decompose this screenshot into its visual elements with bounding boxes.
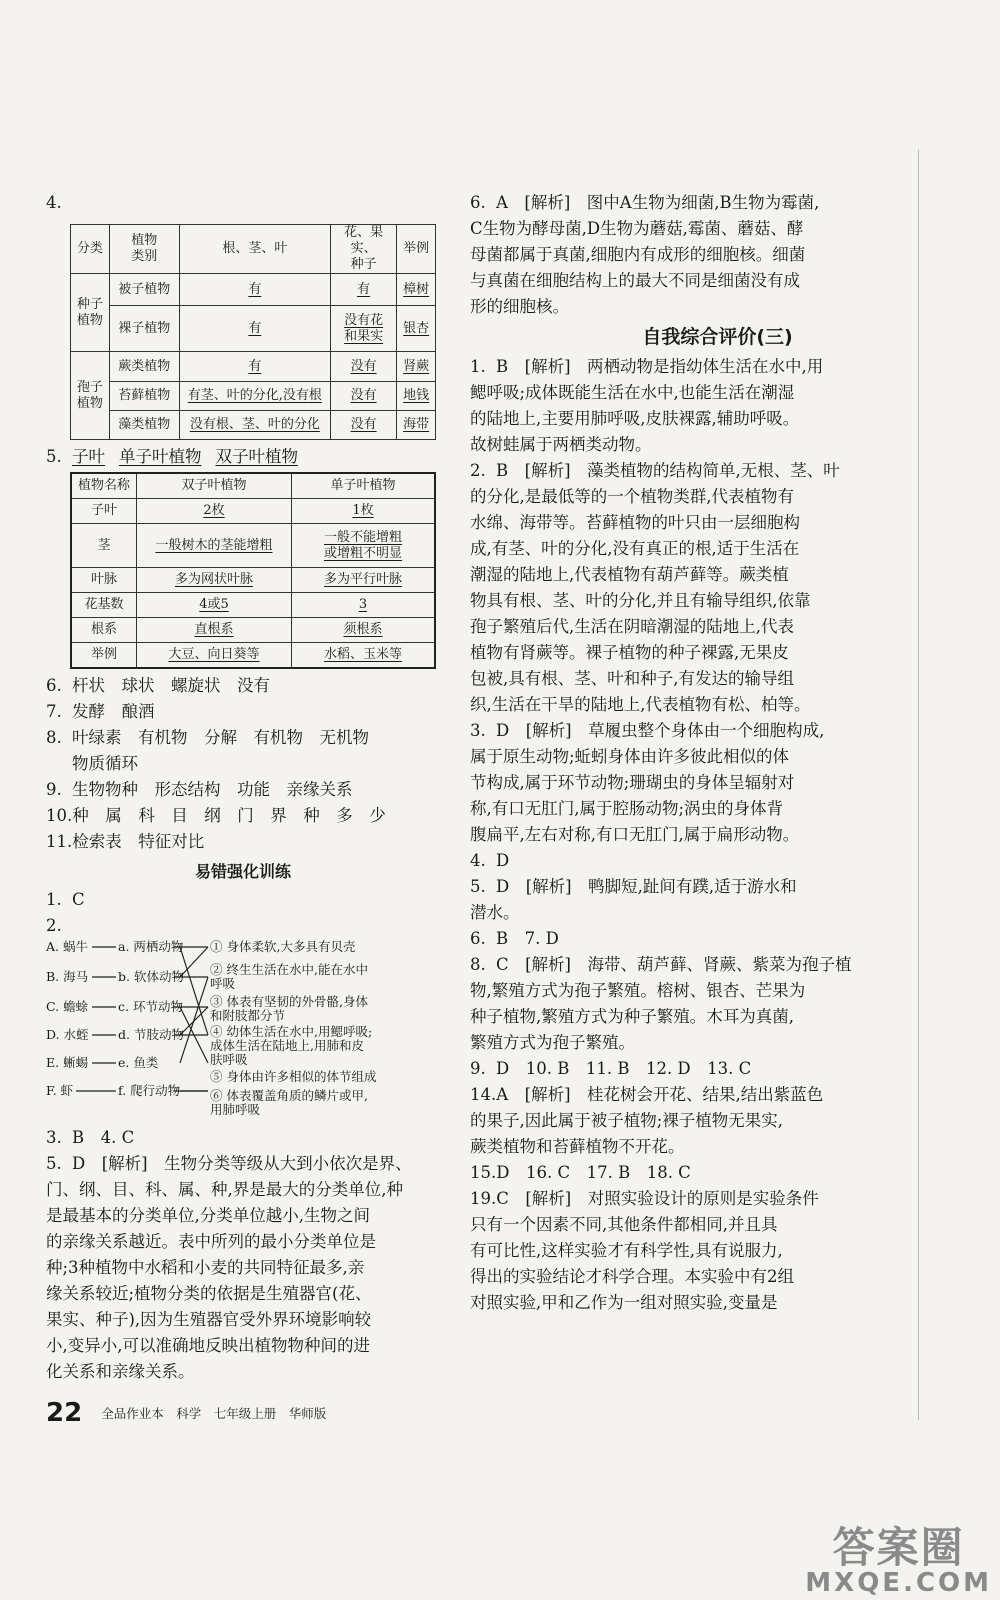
t1-header: 根、茎、叶 bbox=[179, 225, 330, 274]
r-q6 bbox=[470, 190, 965, 320]
feature-label: ② 终生生活在水中,能在水中 呼吸 bbox=[210, 962, 368, 991]
answer-line bbox=[46, 673, 440, 699]
explanation-text: 生物分类等级从大到小依次是界、 bbox=[164, 1154, 412, 1173]
organism-label: A. 蜗牛 bbox=[46, 939, 88, 954]
answer-text: 叶绿素 有机物 分解 有机物 无机物 bbox=[72, 728, 369, 747]
answer-head: A [解析] bbox=[496, 1085, 571, 1104]
answer-number: 7. bbox=[46, 702, 62, 721]
err-q2-number: 2. bbox=[46, 916, 62, 935]
explanation-line bbox=[470, 190, 965, 216]
t1-cell: 没有根、茎、叶的分化 bbox=[189, 417, 320, 432]
answer-number: 5. bbox=[46, 1154, 62, 1173]
explanation-text: 对照实验设计的原则是实验条件 bbox=[587, 1189, 819, 1208]
explanation-line: 鳃呼吸;成体既能生活在水中,也能生活在潮湿 bbox=[470, 383, 795, 402]
page-number: 22 bbox=[46, 1398, 83, 1428]
explanation-line: 的陆地上,主要用肺呼吸,皮肤裸露,辅助呼吸。 bbox=[470, 409, 800, 428]
explanation-line: 称,有口无肛门,属于腔肠动物;涡虫的身体背 bbox=[470, 799, 784, 818]
t2-cell: 叶脉 bbox=[71, 568, 137, 593]
answer-number: 9. bbox=[46, 780, 62, 799]
explanation-line: 种子植物,繁殖方式为种子繁殖。木耳为真菌, bbox=[470, 1007, 794, 1026]
answer-text: 发酵 酿酒 bbox=[72, 702, 155, 721]
q4-number: 4. bbox=[46, 193, 62, 212]
explanation-line bbox=[470, 848, 965, 874]
answer-number: 10. bbox=[46, 806, 73, 825]
err-q1 bbox=[46, 887, 440, 913]
t2-cell: 1枚 bbox=[352, 503, 374, 518]
explanation-line: 化关系和亲缘关系。 bbox=[46, 1362, 195, 1381]
answer-text: 物质循环 bbox=[72, 754, 138, 773]
page-footer bbox=[46, 1398, 326, 1428]
explanation-line bbox=[470, 1160, 965, 1186]
t2-cell: 4或5 bbox=[199, 597, 229, 612]
explanation-line: 繁殖方式为孢子繁殖。 bbox=[470, 1033, 635, 1052]
answer-number: 6. bbox=[46, 676, 62, 695]
answer-head: D 10. B 11. B 12. D 13. C bbox=[496, 1059, 752, 1078]
answer-number: 6. bbox=[470, 929, 486, 948]
t1-cell: 没有 bbox=[350, 388, 377, 403]
explanation-text: 藻类植物的结构简单,无根、茎、叶 bbox=[587, 461, 840, 480]
feature-label: ⑥ 体表覆盖角质的鳞片或甲, 用肺呼吸 bbox=[210, 1088, 368, 1117]
plant-classification-table bbox=[70, 224, 436, 440]
explanation-text: 海带、葫芦藓、肾蕨、紫菜为孢子植 bbox=[587, 955, 852, 974]
answer-number: 2. bbox=[470, 461, 486, 480]
answer-number: 19. bbox=[470, 1189, 497, 1208]
t1-cell: 樟树 bbox=[403, 281, 430, 297]
answer-head: B [解析] bbox=[496, 357, 571, 376]
explanation-line: 物,繁殖方式为孢子繁殖。榕树、银杏、芒果为 bbox=[470, 981, 806, 1000]
t2-cell: 子叶 bbox=[71, 499, 137, 524]
t1-cell: 地钱 bbox=[403, 388, 430, 403]
err-q3 bbox=[46, 1125, 440, 1151]
t1-cell: 苔藓植物 bbox=[109, 382, 179, 411]
explanation-text: 桂花树会开花、结果,结出紫蓝色 bbox=[587, 1085, 824, 1104]
t2-header: 双子叶植物 bbox=[137, 473, 292, 499]
explanation-text: 两栖动物是指幼体生活在水中,用 bbox=[587, 357, 824, 376]
explanation-line: 织,生活在干旱的陆地上,代表植物有松、柏等。 bbox=[470, 695, 811, 714]
answer-number: 11. bbox=[46, 832, 73, 851]
explanation-line: 的亲缘关系越近。表中所列的最小分类单位是 bbox=[46, 1232, 376, 1251]
t2-cell: 一般树木的茎能增粗 bbox=[155, 537, 273, 553]
explanation-line: 潜水。 bbox=[470, 903, 520, 922]
t2-cell: 举例 bbox=[71, 643, 137, 669]
answer-text: B 4. C bbox=[72, 1128, 135, 1147]
err-q5 bbox=[46, 1151, 440, 1385]
explanation-line: 缘关系较近;植物分类的依据是生殖器官(花、 bbox=[46, 1284, 372, 1303]
answer-text: 生物物种 形态结构 功能 亲缘关系 bbox=[72, 780, 353, 799]
explanation-line: 小,变异小,可以准确地反映出植物物种间的进 bbox=[46, 1336, 370, 1355]
explanation-text: 鸭脚短,趾间有蹼,适于游水和 bbox=[588, 877, 797, 896]
t2-cell: 2枚 bbox=[203, 503, 225, 518]
answer-text: 检索表 特征对比 bbox=[72, 832, 205, 851]
category-label: e. 鱼类 bbox=[118, 1055, 159, 1070]
evaluation-answers bbox=[470, 354, 965, 1316]
explanation-line: 故树蛙属于两栖类动物。 bbox=[470, 435, 652, 454]
answer-text: C bbox=[72, 890, 85, 909]
t1-cell: 没有花 和果实 bbox=[344, 312, 384, 344]
t2-cell: 直根系 bbox=[194, 622, 234, 637]
explanation-line: 对照实验,甲和乙作为一组对照实验,变量是 bbox=[470, 1293, 778, 1312]
answer-number: 8. bbox=[470, 955, 486, 974]
explanation-line bbox=[470, 354, 965, 380]
explanation-text: 草履虫整个身体由一个细胞构成, bbox=[588, 721, 825, 740]
t2-cell: 3 bbox=[358, 597, 368, 612]
feature-label: ① 身体柔软,大多具有贝壳 bbox=[210, 939, 356, 954]
explanation-line: 果实、种子),因为生殖器官受外界环境影响较 bbox=[46, 1310, 372, 1329]
answer-number: 3. bbox=[470, 721, 486, 740]
t1-cell: 有 bbox=[357, 281, 371, 297]
t2-cell: 根系 bbox=[71, 618, 137, 643]
t1-group: 孢子 植物 bbox=[71, 352, 110, 440]
explanation-line: 门、纲、目、科、属、种,界是最大的分类单位,种 bbox=[46, 1180, 403, 1199]
answer-number: 4. bbox=[470, 851, 486, 870]
explanation-line: 得出的实验结论才科学合理。本实验中有2组 bbox=[470, 1267, 794, 1286]
t2-cell: 一般不能增粗 或增粗不明显 bbox=[323, 529, 402, 561]
explanation-line: 蕨类植物和苔藓植物不开花。 bbox=[470, 1137, 685, 1156]
explanation-line bbox=[470, 874, 965, 900]
t1-cell: 裸子植物 bbox=[109, 306, 179, 352]
answer-head: D [解析] bbox=[496, 721, 572, 740]
answer-head: C [解析] bbox=[496, 1189, 572, 1208]
category-label: c. 环节动物 bbox=[118, 999, 183, 1014]
section-title-error-training: 易错强化训练 bbox=[194, 862, 291, 881]
explanation-line: 水绵、海带等。苔藓植物的叶只由一层细胞构 bbox=[470, 513, 800, 532]
answer-number: 5. bbox=[470, 877, 486, 896]
q5-answer: 双子叶植物 bbox=[215, 447, 298, 466]
section-title-self-evaluation: 自我综合评价(三) bbox=[642, 326, 793, 348]
organism-label: E. 蜥蜴 bbox=[46, 1055, 89, 1070]
answer-line bbox=[46, 777, 440, 803]
organism-label: D. 水蛭 bbox=[46, 1027, 89, 1042]
answer-head: D [解析] bbox=[72, 1154, 148, 1173]
explanation-line: C生物为酵母菌,D生物为蘑菇,霉菌、蘑菇、酵 bbox=[470, 219, 804, 238]
feature-label: ④ 幼体生活在水中,用鳃呼吸; 成体生活在陆地上,用肺和皮 肤呼吸 bbox=[210, 1024, 373, 1067]
explanation-line bbox=[470, 1186, 965, 1212]
t2-header: 植物名称 bbox=[71, 473, 137, 499]
t1-cell: 有 bbox=[248, 320, 262, 336]
explanation-line bbox=[470, 1082, 965, 1108]
t1-cell: 没有 bbox=[350, 358, 377, 374]
q5-number: 5. bbox=[46, 447, 62, 466]
t1-header: 植物 类别 bbox=[109, 225, 179, 274]
t1-group: 种子 植物 bbox=[71, 274, 110, 352]
t1-cell: 肾蕨 bbox=[403, 358, 430, 374]
answer-head: B 7. D bbox=[496, 929, 559, 948]
answer-head: B [解析] bbox=[496, 461, 571, 480]
left-column bbox=[46, 190, 440, 1385]
explanation-line bbox=[46, 1151, 440, 1177]
right-column bbox=[470, 190, 965, 1316]
answer-line bbox=[46, 751, 440, 777]
t1-cell: 有茎、叶的分化,没有根 bbox=[187, 388, 322, 403]
explanation-line: 的果子,因此属于被子植物;裸子植物无果实, bbox=[470, 1111, 784, 1130]
t1-header: 分类 bbox=[71, 225, 110, 274]
answer-number: 1. bbox=[46, 890, 62, 909]
explanation-line bbox=[470, 952, 965, 978]
explanation-line: 母菌都属于真菌,细胞内有成形的细胞核。细菌 bbox=[470, 245, 806, 264]
watermark-url: MXQE.COM bbox=[805, 1568, 992, 1598]
answer-number: 1. bbox=[470, 357, 486, 376]
explanation-line: 物具有根、茎、叶的分化,并且有输导组织,依靠 bbox=[470, 591, 811, 610]
t1-cell: 有 bbox=[248, 358, 262, 374]
explanation-line: 是最基本的分类单位,分类单位越小,生物之间 bbox=[46, 1206, 370, 1225]
answer-line bbox=[46, 829, 440, 855]
t1-cell: 海带 bbox=[403, 417, 430, 432]
answer-head: D [解析] bbox=[496, 877, 572, 896]
book-title: 全品作业本 科学 七年级上册 华师版 bbox=[101, 1406, 327, 1421]
t2-cell: 大豆、向日葵等 bbox=[168, 647, 260, 662]
explanation-line bbox=[470, 718, 965, 744]
category-label: d. 节肢动物 bbox=[118, 1027, 184, 1042]
answer-head: A [解析] bbox=[496, 193, 571, 212]
matching-diagram bbox=[46, 939, 440, 1125]
explanation-line: 与真菌在细胞结构上的最大不同是细菌没有成 bbox=[470, 271, 800, 290]
organism-label: F. 虾 bbox=[46, 1083, 74, 1098]
answer-text: 杆状 球状 螺旋状 没有 bbox=[72, 676, 270, 695]
explanation-line bbox=[470, 458, 965, 484]
monocot-dicot-table bbox=[70, 472, 436, 669]
category-label: f. 爬行动物 bbox=[118, 1083, 181, 1098]
category-label: a. 两栖动物 bbox=[118, 939, 184, 954]
answer-line bbox=[46, 699, 440, 725]
answer-number: 6. bbox=[470, 193, 486, 212]
watermark-text: 答案圈 bbox=[832, 1523, 965, 1572]
t1-cell: 藻类植物 bbox=[109, 411, 179, 440]
explanation-line: 只有一个因素不同,其他条件都相同,并且具 bbox=[470, 1215, 778, 1234]
t1-header: 举例 bbox=[397, 225, 436, 274]
watermark-logo bbox=[805, 1523, 992, 1598]
t2-cell: 花基数 bbox=[71, 593, 137, 618]
answer-number: 14. bbox=[470, 1085, 497, 1104]
t2-cell: 多为网状叶脉 bbox=[174, 572, 253, 587]
explanation-line: 形的细胞核。 bbox=[470, 297, 569, 316]
answer-number: 8. bbox=[46, 728, 62, 747]
explanation-line: 孢子繁殖后代,生活在阴暗潮湿的陆地上,代表 bbox=[470, 617, 794, 636]
answer-number: 3. bbox=[46, 1128, 62, 1147]
explanation-line: 属于原生动物;蚯蚓身体由许多彼此相似的体 bbox=[470, 747, 790, 766]
explanation-line: 的分化,是最低等的一个植物类群,代表植物有 bbox=[470, 487, 794, 506]
answer-number: 9. bbox=[470, 1059, 486, 1078]
q5-answer: 单子叶植物 bbox=[119, 447, 202, 466]
t1-header: 花、果实、 种子 bbox=[330, 225, 396, 274]
explanation-line: 有可比性,这样实验才有科学性,具有说服力, bbox=[470, 1241, 783, 1260]
answer-line bbox=[46, 725, 440, 751]
t1-cell: 有 bbox=[248, 281, 262, 297]
t2-cell: 须根系 bbox=[343, 622, 383, 637]
answer-head: D 16. C 17. B 18. C bbox=[496, 1163, 691, 1182]
organism-label: C. 蟾蜍 bbox=[46, 999, 89, 1014]
answer-line bbox=[46, 803, 440, 829]
explanation-line: 植物有肾蕨等。裸子植物的种子裸露,无果皮 bbox=[470, 643, 789, 662]
answer-head: C [解析] bbox=[496, 955, 571, 974]
t1-cell: 没有 bbox=[350, 417, 377, 432]
feature-label: ③ 体表有坚韧的外骨骼,身体 和附肢都分节 bbox=[210, 994, 368, 1023]
explanation-line: 包被,具有根、茎、叶和种子,有发达的输导组 bbox=[470, 669, 794, 688]
explanation-line: 节构成,属于环节动物;珊瑚虫的身体呈辐射对 bbox=[470, 773, 795, 792]
explanation-line: 成,有茎、叶的分化,没有真正的根,适于生活在 bbox=[470, 539, 800, 558]
answer-text: 种 属 科 目 纲 门 界 种 多 少 bbox=[72, 806, 386, 825]
answer-number: 15. bbox=[470, 1163, 497, 1182]
explanation-line bbox=[470, 1056, 965, 1082]
t2-cell: 多为平行叶脉 bbox=[323, 572, 402, 587]
explanation-line: 腹扁平,左右对称,有口无肛门,属于扁形动物。 bbox=[470, 825, 800, 844]
t2-cell: 茎 bbox=[71, 524, 137, 568]
answer-head: D bbox=[496, 851, 510, 870]
t2-header: 单子叶植物 bbox=[292, 473, 436, 499]
explanation-line: 种;3种植物中水稻和小麦的共同特征最多,亲 bbox=[46, 1258, 365, 1277]
t1-cell: 蕨类植物 bbox=[109, 352, 179, 382]
explanation-line bbox=[470, 926, 965, 952]
t1-cell: 银杏 bbox=[403, 320, 430, 336]
category-label: b. 软体动物 bbox=[118, 969, 184, 984]
organism-label: B. 海马 bbox=[46, 969, 89, 984]
t1-cell: 被子植物 bbox=[109, 274, 179, 306]
feature-label: ⑤ 身体由许多相似的体节组成 bbox=[210, 1069, 377, 1084]
explanation-line: 潮湿的陆地上,代表植物有葫芦藓等。蕨类植 bbox=[470, 565, 789, 584]
t2-cell: 水稻、玉米等 bbox=[323, 647, 402, 662]
explanation-text: 图中A生物为细菌,B生物为霉菌, bbox=[586, 193, 820, 212]
q5-answer: 子叶 bbox=[72, 447, 105, 466]
q5-line bbox=[46, 444, 440, 470]
